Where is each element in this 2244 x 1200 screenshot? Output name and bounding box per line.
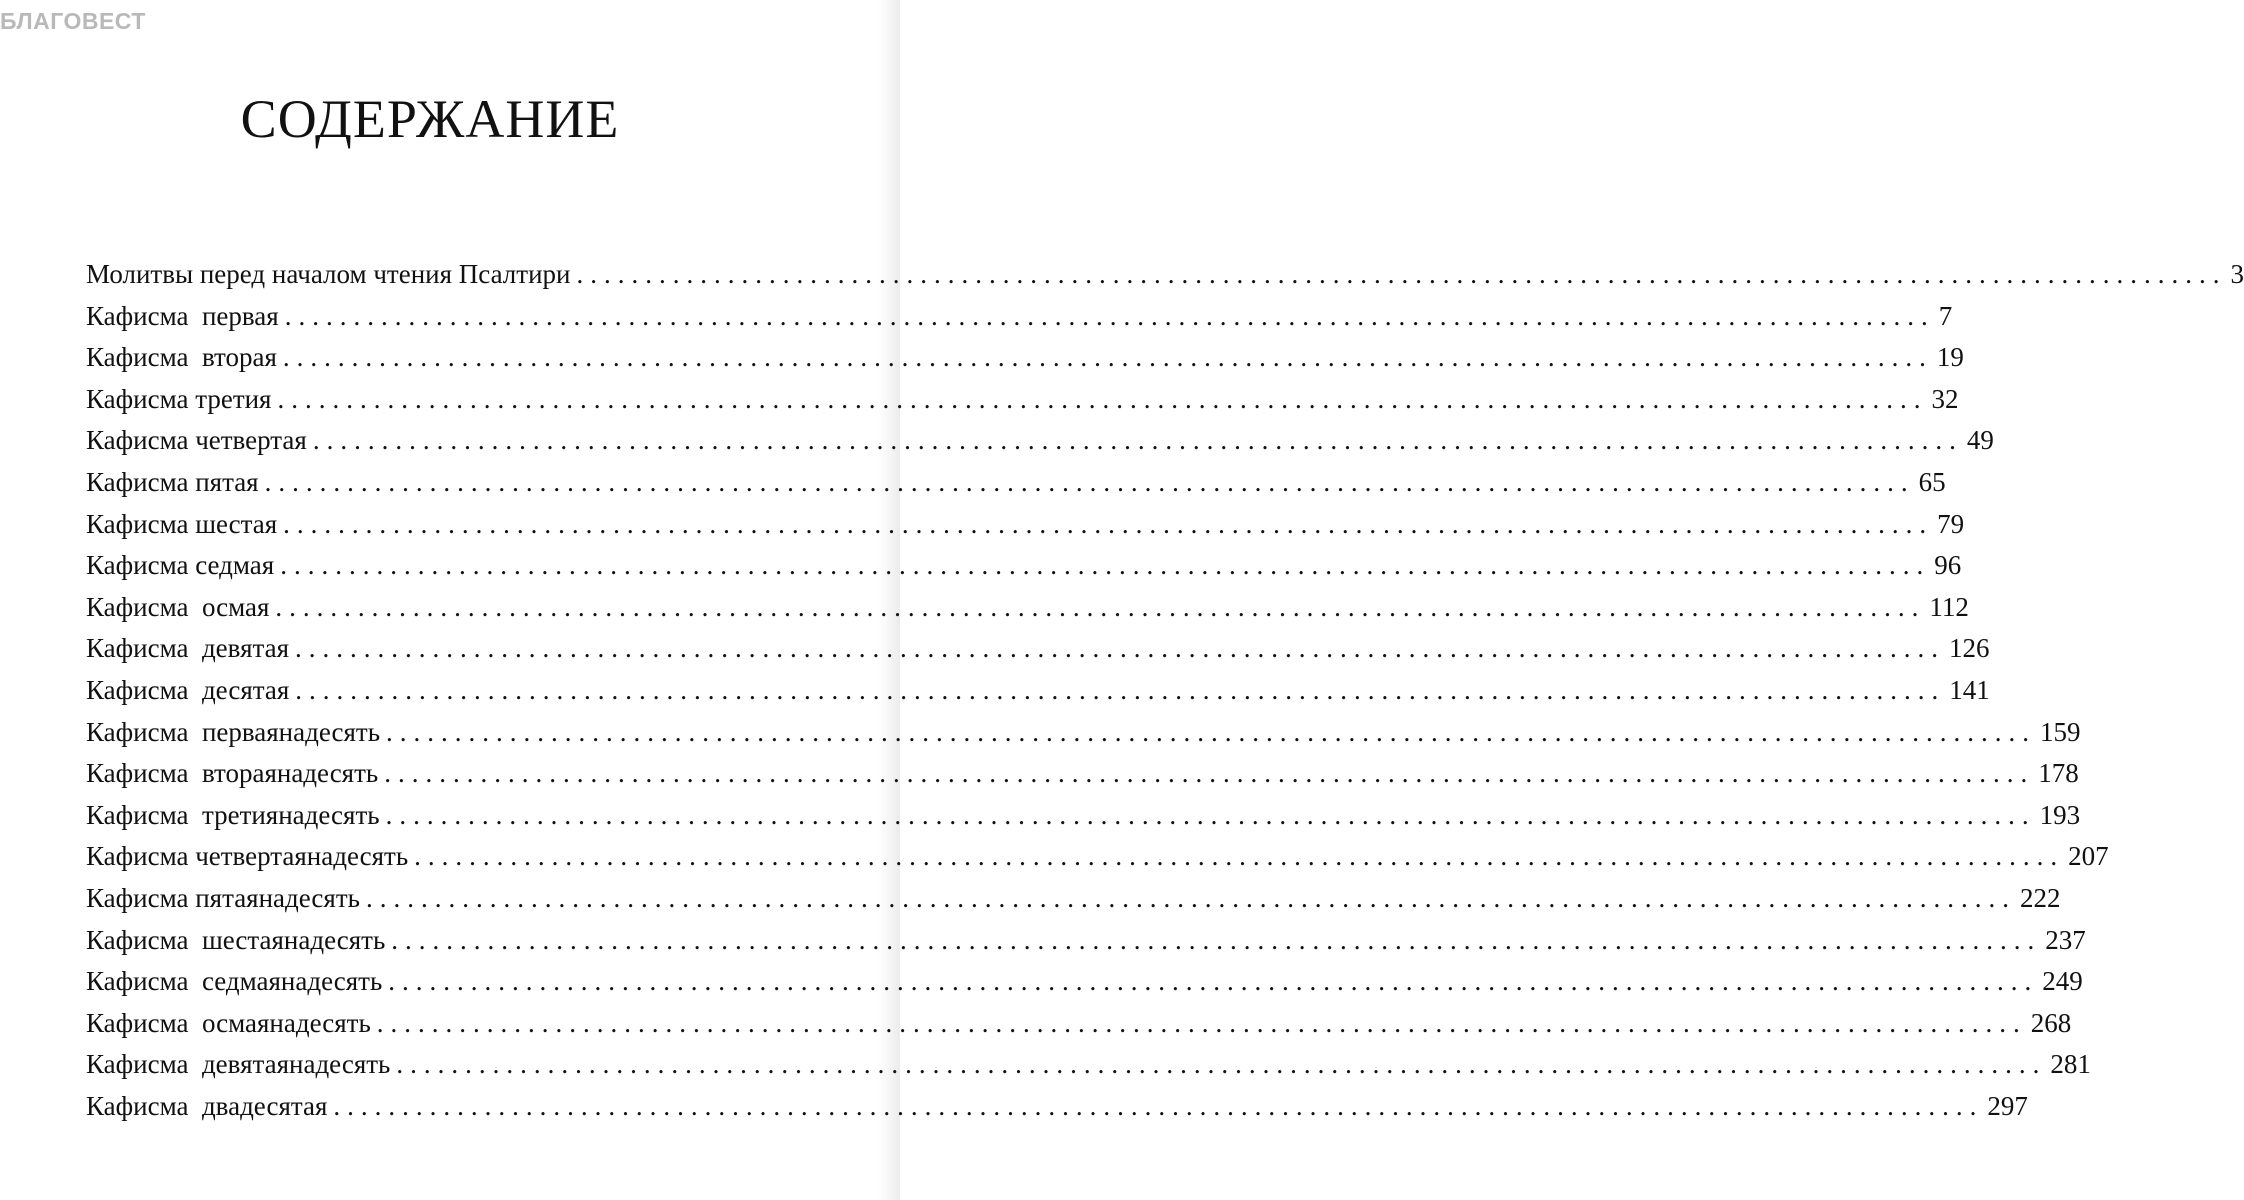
toc-entry-label: Кафисма втораянадесять	[86, 758, 379, 789]
toc-entry-page: 7	[1938, 300, 1953, 331]
toc-dot-leader: ........................................................................................................................	[391, 924, 2042, 955]
toc-dot-leader: ........................................................................................................................	[295, 674, 1946, 705]
toc-entry	[86, 1003, 2072, 1045]
toc-entry-page: 19	[1936, 342, 1964, 373]
toc-dot-leader: ........................................................................................................................	[365, 882, 2016, 913]
toc-entry	[86, 1044, 2091, 1086]
toc-entry	[86, 836, 2109, 878]
toc-entry-page: 112	[1929, 591, 1969, 622]
toc-entry-page: 49	[1966, 425, 1994, 456]
toc-dot-leader: ........................................................................................................................	[282, 342, 1933, 373]
toc-entry-page: 79	[1937, 508, 1965, 539]
toc-dot-leader: ........................................................................................................................	[284, 300, 1935, 331]
toc-entry-page: 268	[2030, 1007, 2072, 1038]
toc-dot-leader: ........................................................................................................................	[376, 1007, 2027, 1038]
toc-entry	[86, 670, 1990, 712]
toc-dot-leader: ........................................................................................................................	[388, 966, 2039, 997]
toc-entry-page: 237	[2045, 924, 2086, 955]
toc-dot-leader: ........................................................................................................................	[312, 425, 1963, 456]
toc-dot-leader: ........................................................................................................................	[386, 716, 2037, 747]
toc-entry-page: 193	[2039, 799, 2081, 830]
toc-entry-page: 297	[1987, 1090, 2028, 1121]
toc-entry-label: Кафисма пятая	[86, 466, 259, 497]
toc-entry-label: Кафисма вторая	[86, 342, 277, 373]
toc-entry-label: Кафисма осмаянадесять	[86, 1007, 371, 1038]
toc-entry	[86, 753, 2079, 795]
toc-entry	[86, 628, 1990, 670]
toc-entry	[86, 920, 2086, 962]
toc-entry-page: 178	[2038, 758, 2079, 789]
toc-entry-page: 281	[2050, 1049, 2091, 1080]
toc-entry	[86, 878, 2061, 920]
toc-entry	[86, 337, 1964, 379]
toc-entry	[86, 296, 1953, 338]
toc-entry-label: Кафисма десятая	[86, 674, 290, 705]
page-title: СОДЕРЖАНИЕ	[240, 89, 620, 149]
toc-entry-label: Кафисма двадесятая	[86, 1090, 328, 1121]
toc-entry-page: 96	[1934, 550, 1962, 581]
toc-entry	[86, 379, 1959, 421]
toc-entry-label: Кафисма пятаянадесять	[86, 882, 360, 913]
toc-entry	[86, 1086, 2028, 1128]
toc-entry	[86, 545, 1962, 587]
toc-entry-page: 126	[1949, 633, 1990, 664]
toc-entry-page: 3	[2230, 259, 2244, 289]
toc-entry	[86, 712, 2081, 754]
table-of-contents	[86, 254, 2244, 1127]
toc-entry-page: 32	[1931, 383, 1959, 414]
toc-entry-label: Кафисма седмаянадесять	[86, 966, 383, 997]
toc-entry-label: Кафисма девятая	[86, 633, 290, 664]
toc-dot-leader: ........................................................................................................................	[277, 383, 1928, 414]
toc-entry-label: Кафисма седмая	[86, 550, 275, 581]
toc-entry-label: Кафисма третиянадесять	[86, 799, 380, 830]
toc-dot-leader: ........................................................................................................................	[576, 259, 2227, 289]
toc-dot-leader: ........................................................................................................................	[396, 1049, 2047, 1080]
toc-entry-page: 159	[2040, 716, 2081, 747]
toc-entry	[86, 254, 2244, 296]
watermark-logo: БЛАГОВЕСТ	[0, 8, 146, 34]
toc-dot-leader: ........................................................................................................................	[385, 799, 2036, 830]
toc-entry-label: Молитвы перед началом чтения Псалтири	[86, 259, 571, 289]
toc-entry-label: Кафисма третия	[86, 383, 272, 414]
toc-entry	[86, 795, 2081, 837]
toc-dot-leader: ........................................................................................................................	[283, 508, 1934, 539]
toc-entry-label: Кафисма перваянадесять	[86, 716, 381, 747]
toc-dot-leader: ........................................................................................................................	[333, 1090, 1984, 1121]
toc-entry	[86, 961, 2083, 1003]
toc-entry-label: Кафисма шестаянадесять	[86, 924, 386, 955]
toc-entry-page: 65	[1918, 466, 1946, 497]
toc-entry-label: Кафисма осмая	[86, 591, 270, 622]
toc-entry-label: Кафисма четвертая	[86, 425, 307, 456]
toc-entry	[86, 462, 1946, 504]
toc-entry-label: Кафисма шестая	[86, 508, 278, 539]
toc-entry-label: Кафисма четвертаянадесять	[86, 841, 409, 872]
toc-entry-label: Кафисма первая	[86, 300, 279, 331]
toc-dot-leader: ........................................................................................................................	[384, 758, 2035, 789]
toc-dot-leader: ........................................................................................................................	[414, 841, 2065, 872]
toc-dot-leader: ........................................................................................................................	[295, 633, 1946, 664]
toc-dot-leader: ........................................................................................................................	[275, 591, 1926, 622]
toc-dot-leader: ........................................................................................................................	[264, 466, 1915, 497]
toc-entry	[86, 504, 1965, 546]
toc-entry-page: 207	[2068, 841, 2109, 872]
toc-entry-label: Кафисма девятаянадесять	[86, 1049, 391, 1080]
toc-entry-page: 249	[2042, 966, 2083, 997]
toc-dot-leader: ........................................................................................................................	[280, 550, 1931, 581]
toc-entry	[86, 420, 1994, 462]
toc-entry-page: 222	[2019, 882, 2061, 913]
toc-entry-page: 141	[1949, 674, 1990, 705]
toc-entry	[86, 587, 1969, 629]
